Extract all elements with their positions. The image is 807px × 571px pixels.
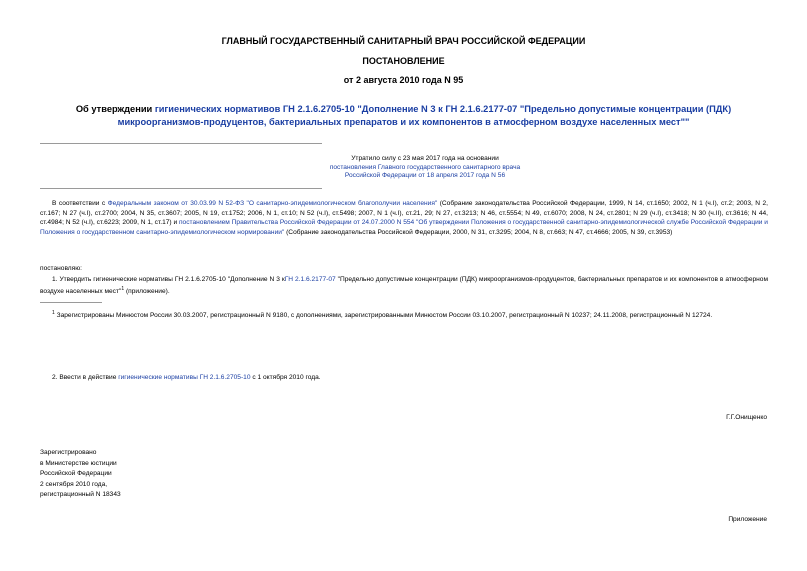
signature: Г.Г.Онищенко [726,414,767,421]
footnote-ref: 1 [121,285,125,292]
federal-law-link[interactable]: Федеральным законом от 30.03.99 N 52-ФЗ "О санитарно-эпидемиологическом благополучии населения" [107,200,438,207]
footnote-divider [40,302,102,303]
footnote-mark: 1 [52,310,55,316]
item-2-text-1: 2. Ввести в действие [52,374,119,381]
item-1-text-2: "Предельно допустимые концентрации (ПДК) микроорганизмов-продуцентов, бактериальных препаратов и их компонентов в атмосферном воздухе населенных мест" [40,276,769,295]
document-title [40,103,767,129]
item-1-text-1: 1. Утвердить гигиенические нормативы ГН 2.1.6.2705-10 "Дополнение N 3 к [52,276,285,283]
hygienic-standards-link[interactable]: гигиенические нормативы ГН 2.1.6.2705-10 [118,374,251,381]
registration-line: Зарегистрировано [40,449,97,456]
registration-block [40,448,121,501]
status-note-link-1[interactable]: постановления Главного государственного санитарного врача [329,163,521,171]
item-1-text-3: (приложение). [124,287,170,295]
preamble-paragraph [40,199,768,237]
document-date-number: от 2 августа 2010 года N 95 [343,75,464,85]
title-link[interactable]: гигиенических нормативов ГН 2.1.6.2705-10 "Дополнение N 3 к ГН 2.1.6.2177-07 "Предельно допустимые концентрации (ПДК) микроорганизмов-продуцентов, бактериальных препаратов и их компонентов в атмосферном воздухе населенных мест"" [117,104,732,127]
registration-line: регистрационный N 18343 [40,491,121,499]
issuing-authority: ГЛАВНЫЙ ГОСУДАРСТВЕННЫЙ САНИТАРНЫЙ ВРАЧ РОССИЙСКОЙ ФЕДЕРАЦИИ [221,36,586,46]
standard-link[interactable]: ГН 2.1.6.2177-07 [284,276,336,283]
registration-line: Российской Федерации [40,470,112,478]
status-note-line1: Утратило силу с 23 мая 2017 года на основании [351,155,499,162]
divider-bottom [40,188,322,189]
divider-top [40,143,322,144]
status-note [300,155,550,181]
preamble-text-3: (Собрание законодательства Российской Федерации, 2000, N 31, ст.3295; 2004, N 8, ст.663; N 47, ст.4666; 2005, N 39, ст.3953) [284,228,673,236]
title-prefix: Об утверждении [75,104,155,114]
appendix-label: Приложение [728,516,767,523]
registration-line: 2 сентября 2010 года, [40,480,108,488]
registration-line: в Министерстве юстиции [40,459,117,467]
document-type: ПОСТАНОВЛЕНИЕ [362,56,445,66]
item-2-text-2: с 1 октября 2010 года. [250,374,321,381]
government-decree-link[interactable]: постановлением Правительства Российской Федерации от 24.07.2000 N 554 "Об утверждении Положения о государственной санитарно-эпидемиологической службе Российской Федерации и Положения о государственном санитарно-эпидемиологическом нормировании" [40,219,768,236]
preamble-text-1: В соответствии с [52,200,108,207]
footnote-paragraph [40,309,768,321]
item-1-paragraph [40,275,768,296]
item-2-paragraph [40,373,768,383]
status-note-link-2[interactable]: Российской Федерации от 18 апреля 2017 года N 56 [344,172,506,180]
resolve-word: постановляю: [40,265,83,272]
preamble-text-2: (Собрание законодательства Российской Федерации, 1999, N 14, ст.1650; 2002, N 1 (ч.I), ст.2; 2003, N 2, ст.167; N 27 (ч.I), ст.2700; 2004, N 35, ст.3607; 2005, N 19, ст.1752; 2006, N 1, ст.10; N 52 (ч.I), ст.5498; 2007, N 1 (ч.I), ст.21, 29; N 27, ст.3213; N 46, ст.5554; N 49, ст.6070; 2008, N 24, ст.2801; N 29 (ч.I), ст.3418; N 30 (ч.II), ст.3616; N 44, ст.4984; N 52 (ч.I), ст.6223; 2009, N 1, ст.17) и [40,200,768,227]
footnote-text: Зарегистрированы Минюстом России 30.03.2007, регистрационный N 9180, с дополнениями, зарегистрированными Минюстом России 03.10.2007, регистрационный N 10237; 24.11.2008, регистрационный N 12724. [54,312,713,320]
